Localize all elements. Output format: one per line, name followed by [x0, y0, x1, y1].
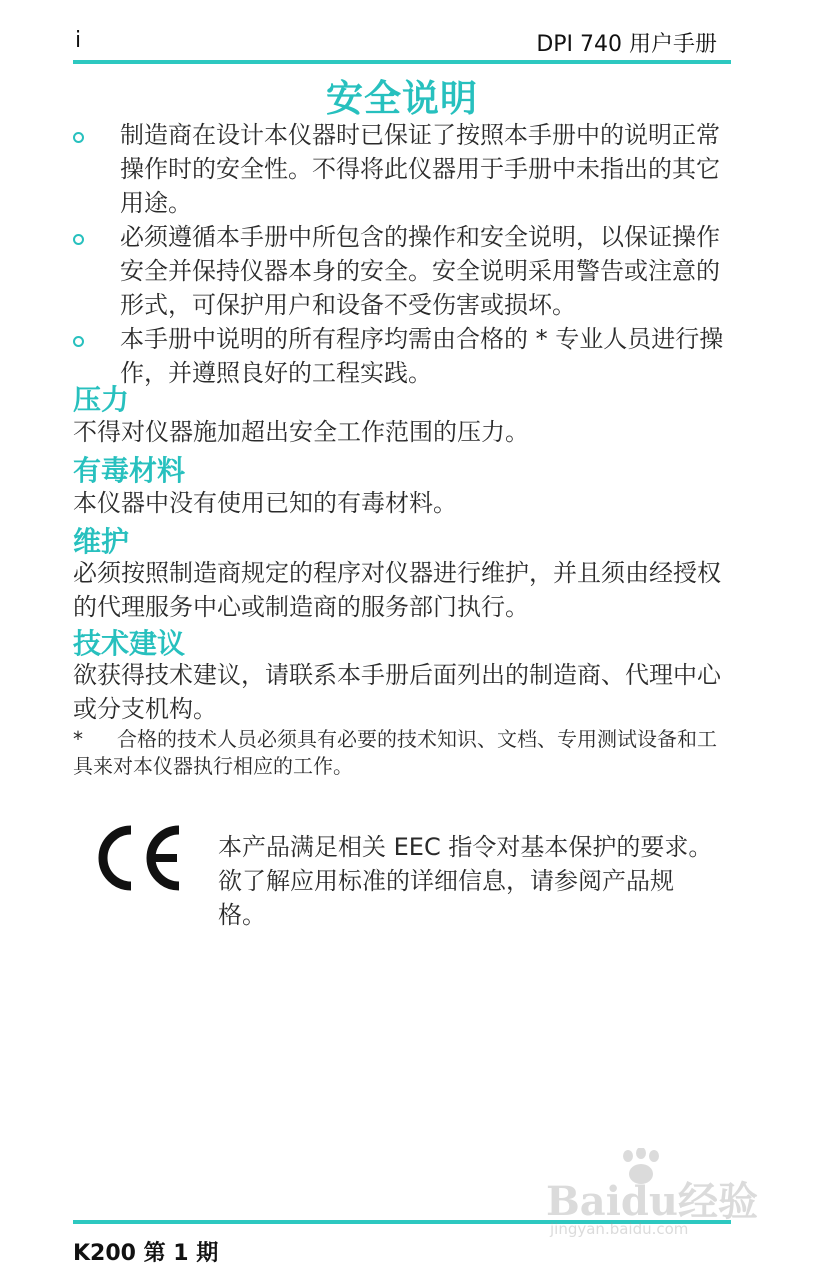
list-item	[73, 322, 731, 390]
advice-text: 欲获得技术建议，请联系本手册后面列出的制造商、代理中心或分支机构。	[73, 661, 721, 723]
footnote	[73, 726, 731, 780]
list-item	[73, 118, 731, 220]
bullet-text: 本手册中说明的所有程序均需由合格的 * 专业人员进行操作，并遵照良好的工程实践。	[120, 325, 724, 387]
ce-statement: 本产品满足相关 EEC 指令对基本保护的要求。欲了解应用标准的详细信息，请参阅产品规格。	[218, 833, 713, 929]
toxic-text: 本仪器中没有使用已知的有毒材料。	[73, 489, 457, 517]
document-title: DPI 740 用户手册	[536, 32, 717, 57]
bullet-icon	[73, 132, 84, 143]
maintenance-text: 必须按照制造商规定的程序对仪器进行维护，并且须由经授权的代理服务中心或制造商的服务部门执行。	[73, 559, 721, 621]
pressure-heading: 压力	[73, 383, 130, 416]
page-number: i	[75, 28, 82, 53]
watermark	[546, 1148, 776, 1244]
bullet-icon	[73, 234, 84, 245]
page-footer: K200 第 1 期	[73, 1241, 219, 1266]
footnote-mark: *	[73, 727, 83, 751]
watermark-brand: Baidu经验	[546, 1178, 758, 1225]
list-item	[73, 220, 731, 322]
bullet-text: 制造商在设计本仪器时已保证了按照本手册中的说明正常操作时的安全性。不得将此仪器用于手册中未指出的其它用途。	[120, 121, 720, 217]
safety-bullet-list	[73, 118, 731, 390]
header-divider	[73, 60, 731, 64]
maintenance-heading: 维护	[73, 525, 130, 558]
bullet-text: 必须遵循本手册中所包含的操作和安全说明，以保证操作安全并保持仪器本身的安全。安全说明采用警告或注意的形式，可保护用户和设备不受伤害或损坏。	[120, 223, 720, 319]
manual-page	[73, 0, 731, 1280]
footnote-text: 合格的技术人员必须具有必要的技术知识、文档、专用测试设备和工具来对本仪器执行相应的工作。	[73, 727, 717, 778]
toxic-heading: 有毒材料	[73, 454, 186, 487]
advice-heading: 技术建议	[73, 627, 186, 660]
pressure-text: 不得对仪器施加超出安全工作范围的压力。	[73, 418, 529, 446]
bullet-icon	[73, 336, 84, 347]
watermark-url: jingyan.baidu.com	[550, 1220, 689, 1238]
page-header	[73, 22, 731, 56]
ce-mark-icon	[93, 824, 183, 892]
page-title: 安全说明	[326, 77, 478, 120]
